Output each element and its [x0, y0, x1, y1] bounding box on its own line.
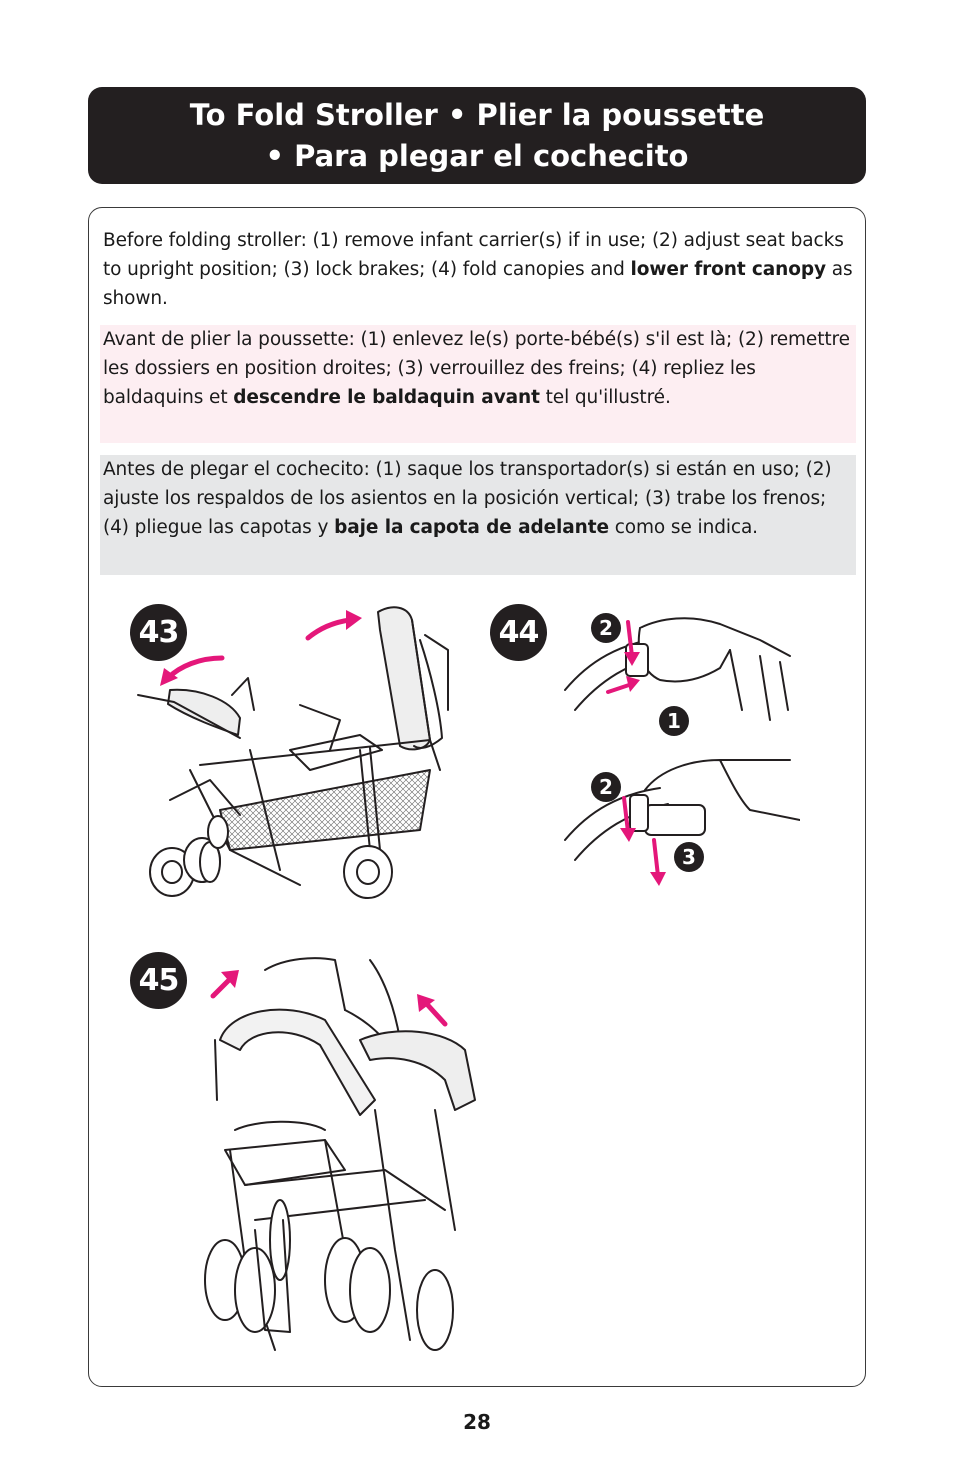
stroller-fold-illustration: [195, 950, 495, 1370]
spanish-text-before: Antes de plegar el cochecito: (1) saque los transportador(s) si están en uso; (2) ajuste los respaldos de los asientos en la posición vertical; (3) trabe los frenos; (4) pliegue las capotas y: [103, 459, 832, 538]
step-badge-45: 45: [130, 952, 187, 1009]
english-text-after: as shown.: [103, 259, 853, 309]
page-number: 28: [463, 1410, 491, 1434]
sub-badge-1: 1: [659, 706, 689, 736]
title-line-1: To Fold Stroller • Plier la poussette: [189, 98, 765, 132]
english-text-before: Before folding stroller: (1) remove infant carrier(s) if in use; (2) adjust seat backs to upright position; (3) lock brakes; (4) fold canopies and: [103, 230, 844, 280]
instructions-english: [100, 226, 856, 313]
instructions-french: [100, 325, 856, 443]
step-badge-44: 44: [490, 604, 547, 661]
instructions-spanish: [100, 455, 856, 575]
title-line-2: • Para plegar el cochecito: [265, 139, 689, 173]
spanish-text-after: como se indica.: [608, 517, 758, 538]
french-bold: descendre le baldaquin avant: [233, 387, 540, 408]
sub-badge-2-bottom: 2: [591, 772, 621, 802]
step-badge-43: 43: [130, 604, 187, 661]
english-bold: lower front canopy: [630, 259, 826, 280]
french-text-before: Avant de plier la poussette: (1) enlevez le(s) porte-bébé(s) s'il est là; (2) remettre les dossiers en position droites; (3) verrouillez des freins; (4) repliez les baldaquins et: [103, 329, 850, 408]
sub-badge-3: 3: [674, 842, 704, 872]
spanish-bold: baje la capota de adelante: [334, 517, 609, 538]
page-title-banner: [88, 87, 866, 184]
sub-badge-2-top: 2: [591, 613, 621, 643]
french-text-after: tel qu'illustré.: [539, 387, 671, 408]
stroller-open-illustration: [130, 600, 470, 900]
